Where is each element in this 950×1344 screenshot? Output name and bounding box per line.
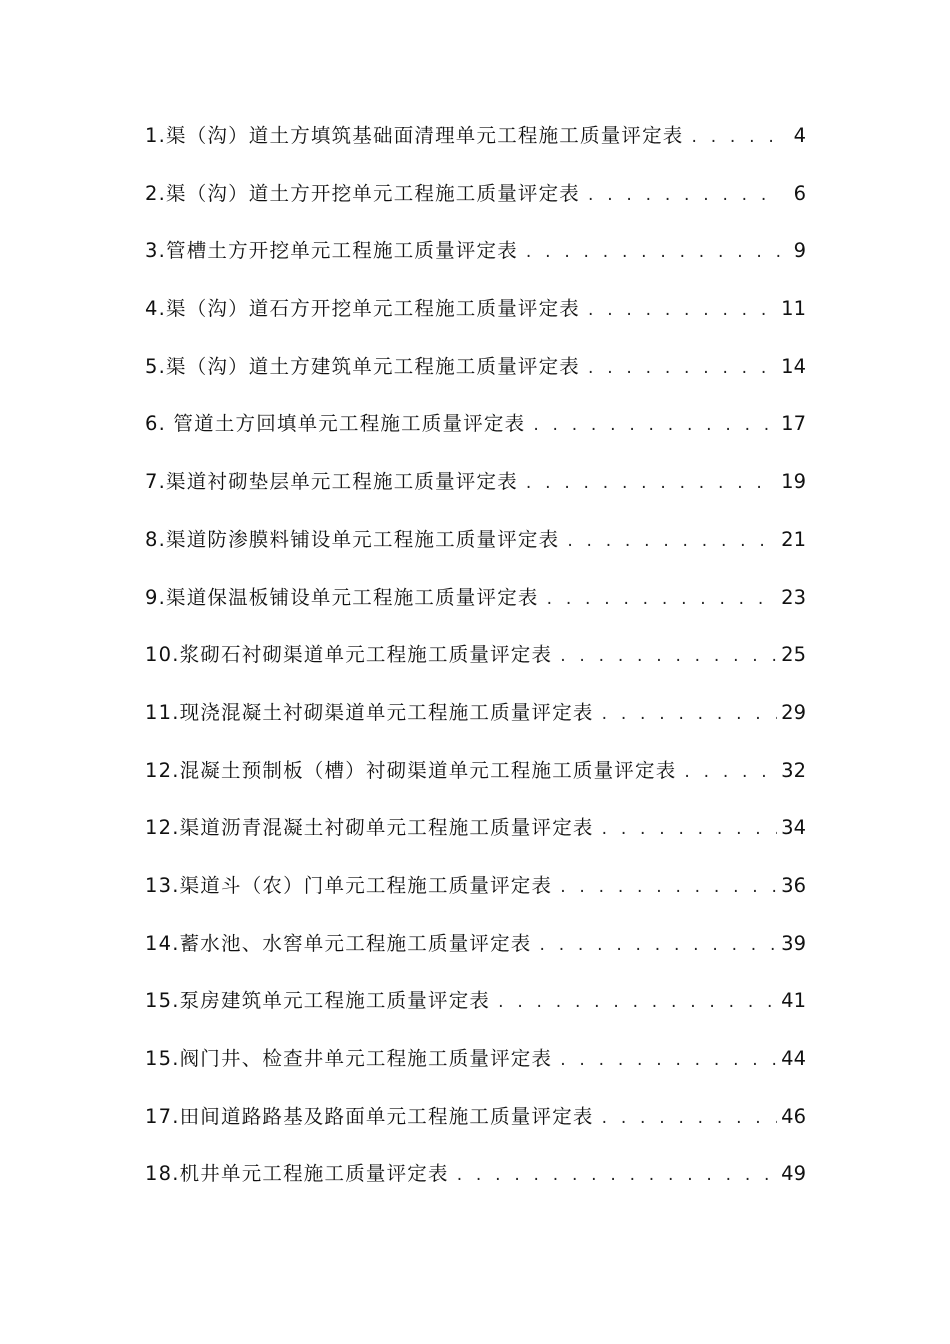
toc-entry-page: 46 (781, 1104, 806, 1128)
toc-entry-page: 19 (781, 470, 806, 494)
toc-entry-page: 49 (781, 1162, 806, 1186)
toc-entry-page: 17 (781, 412, 806, 436)
toc-dot-leader (588, 291, 777, 329)
toc-entry-title: 15.泵房建筑单元工程施工质量评定表 (145, 989, 491, 1013)
toc-entry-page: 25 (781, 643, 806, 667)
toc-entry-page: 41 (781, 989, 806, 1013)
toc-entry-title: 14.蓄水池、水窖单元工程施工质量评定表 (145, 931, 532, 955)
toc-entry-page: 36 (781, 873, 806, 897)
toc-entry[interactable] (145, 867, 806, 925)
toc-entry-title: 3.管槽土方开挖单元工程施工质量评定表 (145, 239, 518, 263)
toc-entry-title: 7.渠道衬砌垫层单元工程施工质量评定表 (145, 470, 518, 494)
toc-entry-page: 44 (781, 1047, 806, 1070)
toc-dot-leader (526, 464, 777, 502)
toc-dot-leader (540, 926, 778, 964)
toc-entry-title: 1.渠（沟）道土方填筑基础面清理单元工程施工质量评定表 (145, 124, 684, 147)
table-of-contents (145, 117, 806, 1213)
toc-entry[interactable] (145, 982, 806, 1040)
toc-dot-leader (560, 1041, 777, 1079)
toc-entry-title: 12.混凝土预制板（槽）衬砌渠道单元工程施工质量评定表 (145, 758, 677, 782)
toc-entry-title: 12.渠道沥青混凝土衬砌单元工程施工质量评定表 (145, 816, 594, 840)
toc-dot-leader (560, 868, 777, 906)
toc-entry[interactable] (145, 925, 806, 983)
toc-entry-page: 11 (781, 297, 806, 321)
toc-dot-leader (457, 1156, 777, 1194)
toc-dot-leader (560, 637, 777, 675)
toc-entry[interactable] (145, 175, 806, 233)
toc-dot-leader (498, 983, 777, 1021)
toc-dot-leader (547, 580, 778, 618)
toc-entry-title: 10.浆砌石衬砌渠道单元工程施工质量评定表 (145, 643, 553, 667)
toc-entry-page: 32 (781, 758, 806, 782)
toc-entry-title: 13.渠道斗（农）门单元工程施工质量评定表 (145, 873, 553, 897)
toc-entry[interactable] (145, 579, 806, 637)
toc-dot-leader (684, 753, 777, 791)
toc-entry-title: 8.渠道防渗膜料铺设单元工程施工质量评定表 (145, 527, 560, 551)
toc-entry-page: 9 (793, 239, 806, 263)
toc-entry[interactable] (145, 348, 806, 406)
toc-dot-leader (588, 176, 780, 214)
toc-entry[interactable] (145, 463, 806, 521)
toc-entry-title: 9.渠道保温板铺设单元工程施工质量评定表 (145, 585, 539, 609)
toc-entry-title: 6. 管道土方回填单元工程施工质量评定表 (145, 412, 526, 436)
toc-dot-leader (692, 118, 780, 156)
toc-entry-page: 39 (781, 931, 806, 955)
toc-entry-title: 15.阀门井、检查井单元工程施工质量评定表 (145, 1047, 553, 1070)
toc-dot-leader (526, 233, 780, 271)
toc-entry-title: 5.渠（沟）道土方建筑单元工程施工质量评定表 (145, 354, 581, 378)
toc-entry-title: 2.渠（沟）道土方开挖单元工程施工质量评定表 (145, 181, 581, 205)
toc-dot-leader (602, 810, 778, 848)
toc-dot-leader (602, 1099, 778, 1137)
toc-entry-title: 4.渠（沟）道石方开挖单元工程施工质量评定表 (145, 297, 581, 321)
toc-entry-title: 17.田间道路路基及路面单元工程施工质量评定表 (145, 1104, 594, 1128)
toc-entry[interactable] (145, 752, 806, 810)
toc-entry[interactable] (145, 232, 806, 290)
toc-entry-page: 29 (781, 700, 806, 724)
toc-entry[interactable] (145, 405, 806, 463)
toc-dot-leader (602, 695, 778, 733)
toc-entry[interactable] (145, 1155, 806, 1213)
toc-entry-title: 18.机井单元工程施工质量评定表 (145, 1162, 449, 1186)
toc-dot-leader (567, 522, 777, 560)
toc-entry[interactable] (145, 1098, 806, 1156)
toc-entry[interactable] (145, 290, 806, 348)
toc-entry-page: 23 (781, 585, 806, 609)
toc-entry[interactable] (145, 117, 806, 175)
toc-entry-title: 11.现浇混凝土衬砌渠道单元工程施工质量评定表 (145, 700, 594, 724)
toc-entry[interactable] (145, 636, 806, 694)
toc-entry-page: 34 (781, 816, 806, 840)
toc-entry-page: 4 (793, 124, 806, 147)
toc-entry[interactable] (145, 521, 806, 579)
toc-entry[interactable] (145, 1040, 806, 1098)
toc-entry[interactable] (145, 694, 806, 752)
toc-entry-page: 6 (793, 181, 806, 205)
toc-dot-leader (533, 406, 777, 444)
toc-entry-page: 14 (781, 354, 806, 378)
toc-entry-page: 21 (781, 527, 806, 551)
toc-dot-leader (588, 349, 777, 387)
toc-entry[interactable] (145, 809, 806, 867)
